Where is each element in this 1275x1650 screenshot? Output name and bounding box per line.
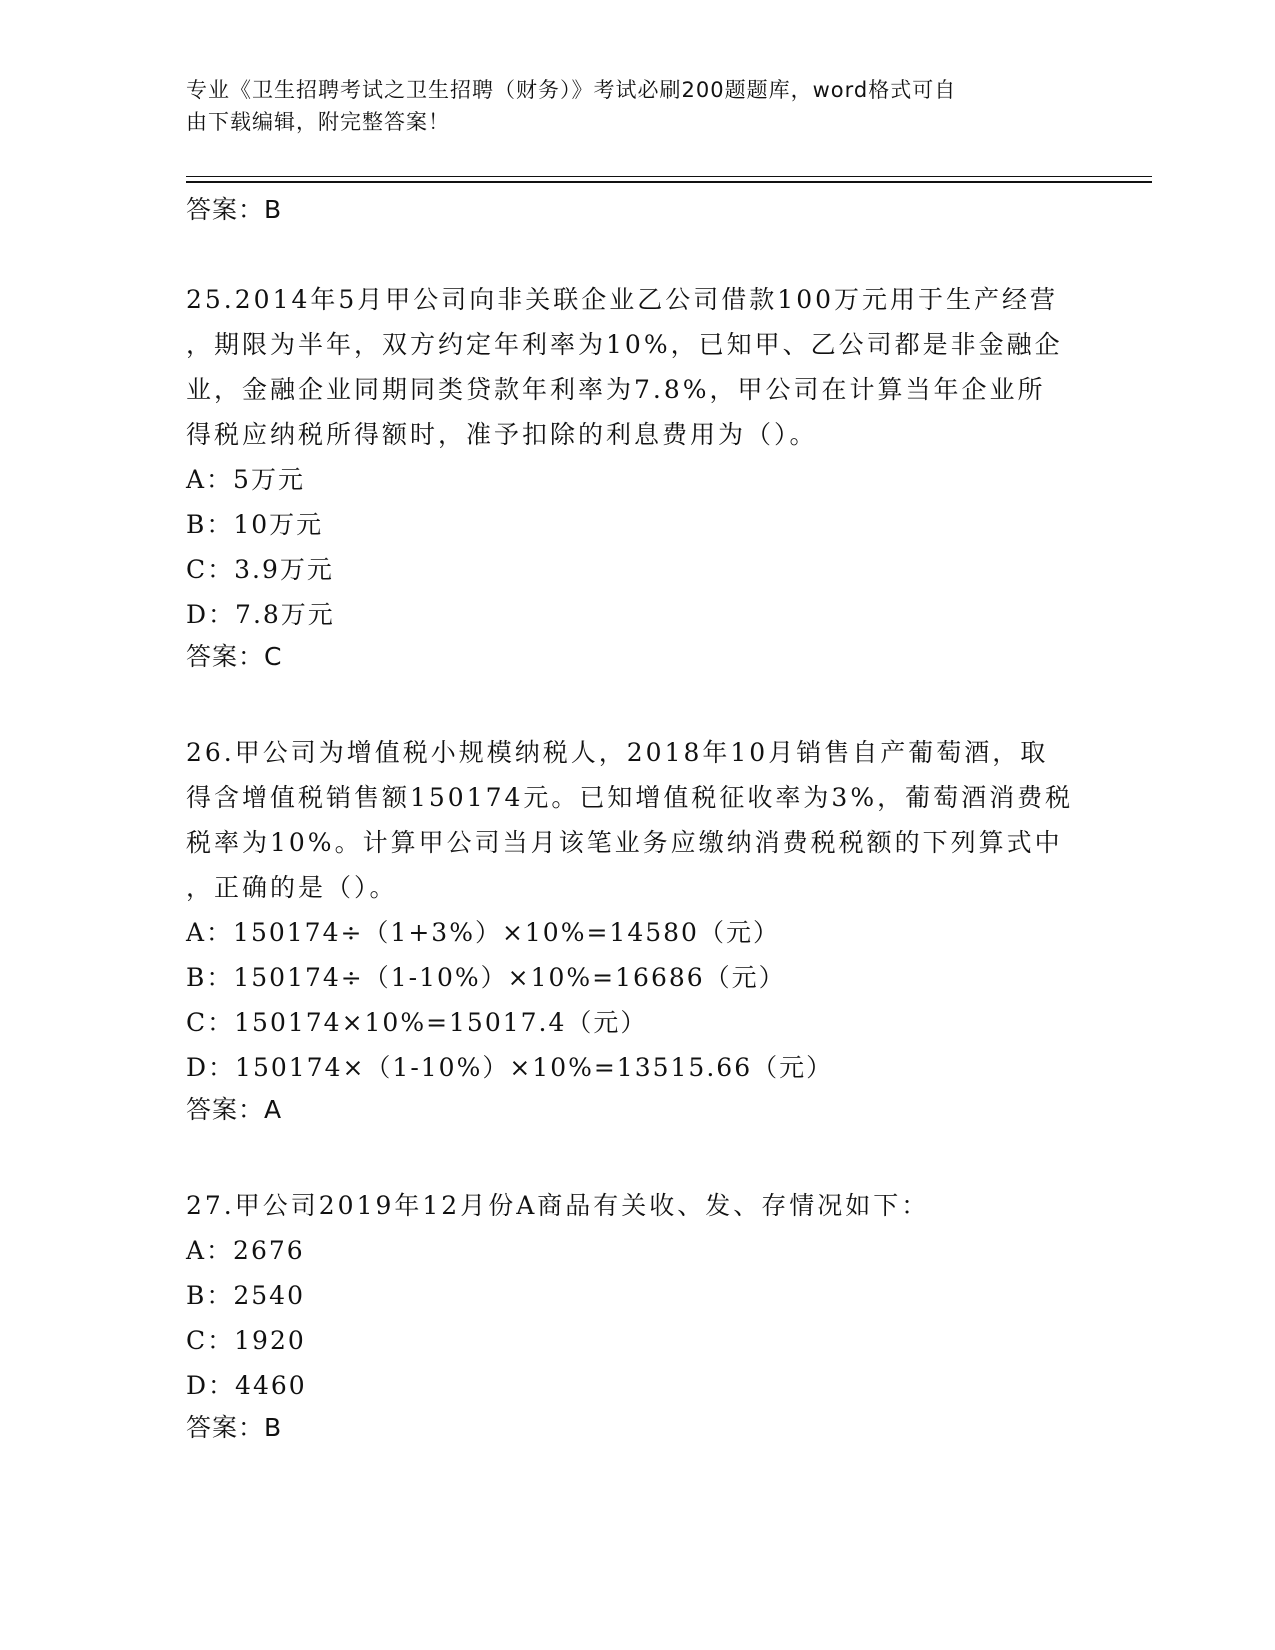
option-d: D：4460	[186, 1371, 307, 1400]
document-header	[186, 74, 1066, 138]
question-text: 26.甲公司为增值税小规模纳税人，2018年10月销售自产葡萄酒，取	[186, 738, 1049, 767]
option-a: A：5万元	[186, 465, 305, 494]
question-block	[186, 730, 1086, 1135]
header-divider	[186, 181, 1152, 183]
option-c: C：3.9万元	[186, 555, 334, 584]
header-divider	[186, 176, 1152, 177]
answer-line: 答案：B	[186, 195, 283, 224]
answer-line: 答案：A	[186, 1095, 283, 1124]
question-text: ，期限为半年，双方约定年利率为10%，已知甲、乙公司都是非金融企	[186, 330, 1063, 359]
option-b: B：10万元	[186, 510, 324, 539]
option-c: C：150174×10%=15017.4（元）	[186, 1008, 648, 1037]
option-b: B：150174÷（1-10%）×10%=16686（元）	[186, 963, 786, 992]
answer-line: 答案：B	[186, 1413, 283, 1442]
question-block	[186, 1183, 1086, 1453]
question-text: 得税应纳税所得额时，准予扣除的利息费用为（）。	[186, 420, 818, 449]
question-text: ，正确的是（）。	[186, 873, 398, 902]
option-b: B：2540	[186, 1281, 305, 1310]
question-text: 27.甲公司2019年12月份A商品有关收、发、存情况如下：	[186, 1191, 930, 1220]
option-a: A：150174÷（1+3%）×10%=14580（元）	[186, 918, 780, 947]
question-text: 税率为10%。计算甲公司当月该笔业务应缴纳消费税税额的下列算式中	[186, 828, 1063, 857]
answer-line: 答案：C	[186, 642, 283, 671]
option-d: D：150174×（1-10%）×10%=13515.66（元）	[186, 1053, 834, 1082]
question-text: 25.2014年5月甲公司向非关联企业乙公司借款100万元用于生产经营	[186, 285, 1059, 314]
option-c: C：1920	[186, 1326, 306, 1355]
header-line: 专业《卫生招聘考试之卫生招聘（财务）》考试必刷200题题库，word格式可自	[186, 78, 957, 102]
question-text: 得含增值税销售额150174元。已知增值税征收率为3%，葡萄酒消费税	[186, 783, 1074, 812]
header-line: 由下载编辑，附完整答案！	[186, 110, 450, 134]
option-d: D：7.8万元	[186, 600, 335, 629]
option-a: A：2676	[186, 1236, 305, 1265]
question-block	[186, 277, 1086, 682]
question-list	[186, 190, 1086, 1453]
question-text: 业，金融企业同期同类贷款年利率为7.8%，甲公司在计算当年企业所	[186, 375, 1046, 404]
